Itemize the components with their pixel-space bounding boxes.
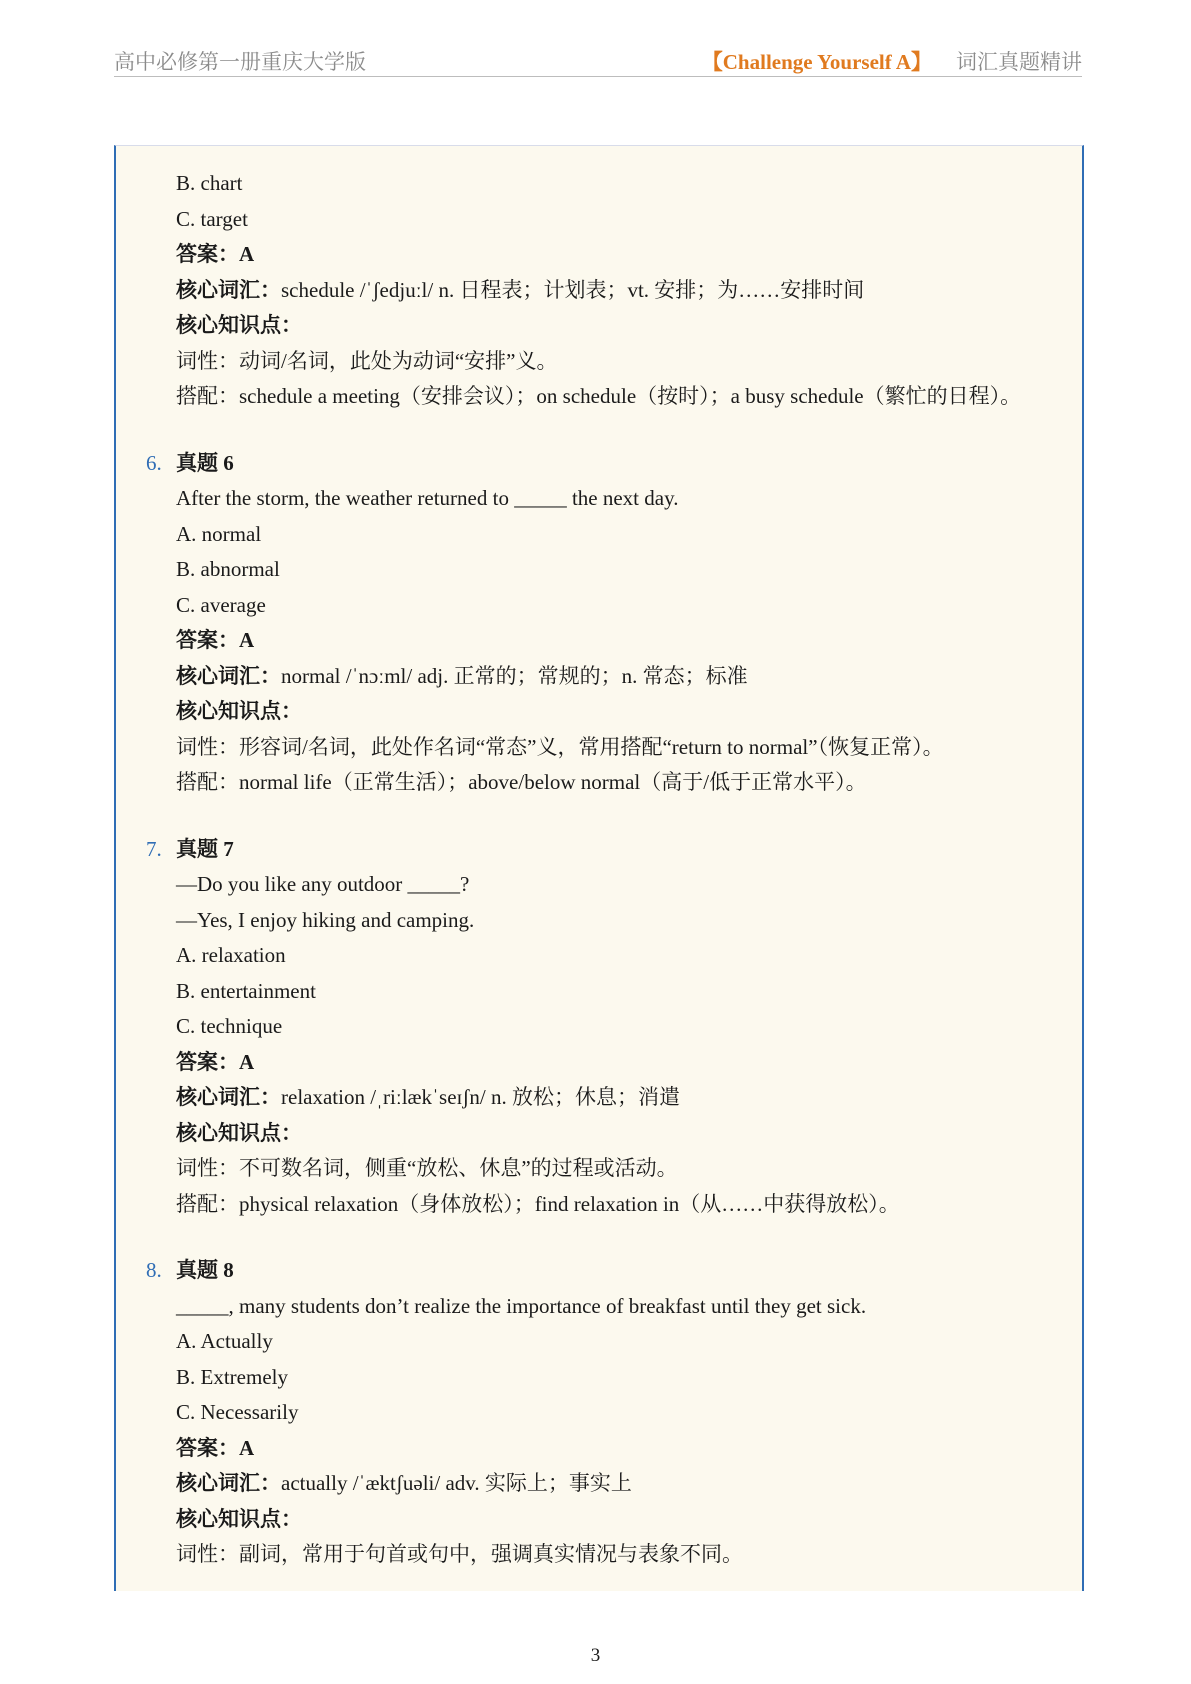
vocab-text: actually /ˈæktʃuəli/ adv. 实际上；事实上: [281, 1471, 632, 1495]
option: B. Extremely: [176, 1364, 288, 1389]
vocab-label: 核心词汇：: [176, 1471, 281, 1495]
answer-label: 答案：: [176, 1049, 239, 1074]
option: C. Necessarily: [176, 1400, 299, 1424]
vocab-line: [176, 1466, 1062, 1502]
pos-note: 词性：副词，常用于句首或句中，强调真实情况与表象不同。: [176, 1542, 743, 1566]
option: B. abnormal: [176, 557, 280, 581]
question-title: 真题 7: [176, 836, 234, 861]
question-stem: _____, many students don’t realize the importance of breakfast until they get sick.: [176, 1293, 867, 1318]
answer-line: [176, 237, 1062, 273]
option: B. entertainment: [176, 978, 316, 1003]
answer-line: [176, 1431, 1062, 1467]
option: A. normal: [176, 521, 262, 546]
vocab-text: schedule /ˈʃedjuːl/ n. 日程表；计划表；vt. 安排；为……安排时间: [281, 277, 865, 302]
vocab-line: [176, 273, 1062, 309]
answer-value: A: [239, 1435, 255, 1460]
vocab-label: 核心词汇：: [176, 663, 281, 688]
option: A. relaxation: [176, 943, 286, 967]
question-stem: —Yes, I enjoy hiking and camping.: [176, 907, 475, 932]
vocab-line: [176, 1080, 1062, 1116]
answer-value: A: [239, 242, 255, 266]
question-title: 真题 8: [176, 1258, 234, 1282]
question-number: 6.: [146, 450, 162, 475]
option: A. Actually: [176, 1329, 273, 1353]
content-panel: [114, 145, 1084, 1591]
points-label: 核心知识点：: [176, 1120, 302, 1145]
vocab-line: [176, 659, 1062, 695]
page-number: 3: [590, 1645, 601, 1666]
vocab-label: 核心词汇：: [176, 1085, 281, 1109]
collocation-note: 搭配：schedule a meeting（安排会议）；on schedule（按时）；a busy schedule（繁忙的日程）。: [176, 384, 1022, 408]
answer-label: 答案：: [176, 242, 239, 266]
question-title: 真题 6: [176, 450, 234, 475]
page-header: [114, 44, 1082, 77]
points-label: 核心知识点：: [176, 313, 302, 337]
series-brand: 【Challenge Yourself A】: [701, 50, 932, 74]
answer-label: 答案：: [176, 628, 239, 652]
answer-line: [176, 1045, 1062, 1081]
section-title: 词汇真题精讲: [956, 50, 1082, 74]
question-header: [146, 446, 1062, 482]
option: C. technique: [176, 1014, 283, 1038]
collocation-note: 搭配：physical relaxation（身体放松）；find relaxation in（从……中获得放松）。: [176, 1191, 900, 1216]
answer-value: A: [239, 628, 255, 652]
question-stem: After the storm, the weather returned to _____ the next day.: [176, 486, 679, 510]
option: C. average: [176, 592, 266, 617]
option: B. chart: [176, 171, 243, 195]
question-header: [146, 1253, 1062, 1289]
question-number: 7.: [146, 836, 162, 861]
option: C. target: [176, 206, 248, 231]
question-header: [146, 832, 1062, 868]
vocab-label: 核心词汇：: [176, 277, 281, 302]
question-stem: —Do you like any outdoor _____?: [176, 872, 470, 896]
points-label: 核心知识点：: [176, 699, 302, 723]
content-body: [146, 166, 1062, 1573]
answer-label: 答案：: [176, 1435, 239, 1460]
pos-note: 词性：不可数名词，侧重“放松、休息”的过程或活动。: [176, 1156, 678, 1180]
vocab-text: relaxation /ˌriːlækˈseɪʃn/ n. 放松；休息；消遣: [281, 1085, 680, 1109]
pos-note: 词性：动词/名词，此处为动词“安排”义。: [176, 348, 558, 373]
points-label: 核心知识点：: [176, 1506, 302, 1531]
question-number: 8.: [146, 1258, 162, 1282]
header-right: [702, 46, 1082, 76]
answer-value: A: [239, 1049, 255, 1074]
pos-note: 词性：形容词/名词，此处作名词“常态”义，常用搭配“return to normal”（恢复正常）。: [176, 734, 944, 759]
book-title: 高中必修第一册重庆大学版: [114, 50, 366, 74]
vocab-text: normal /ˈnɔːml/ adj. 正常的；常规的；n. 常态；标准: [281, 663, 748, 688]
collocation-note: 搭配：normal life（正常生活）；above/below normal（高于/低于正常水平）。: [176, 770, 867, 794]
answer-line: [176, 623, 1062, 659]
